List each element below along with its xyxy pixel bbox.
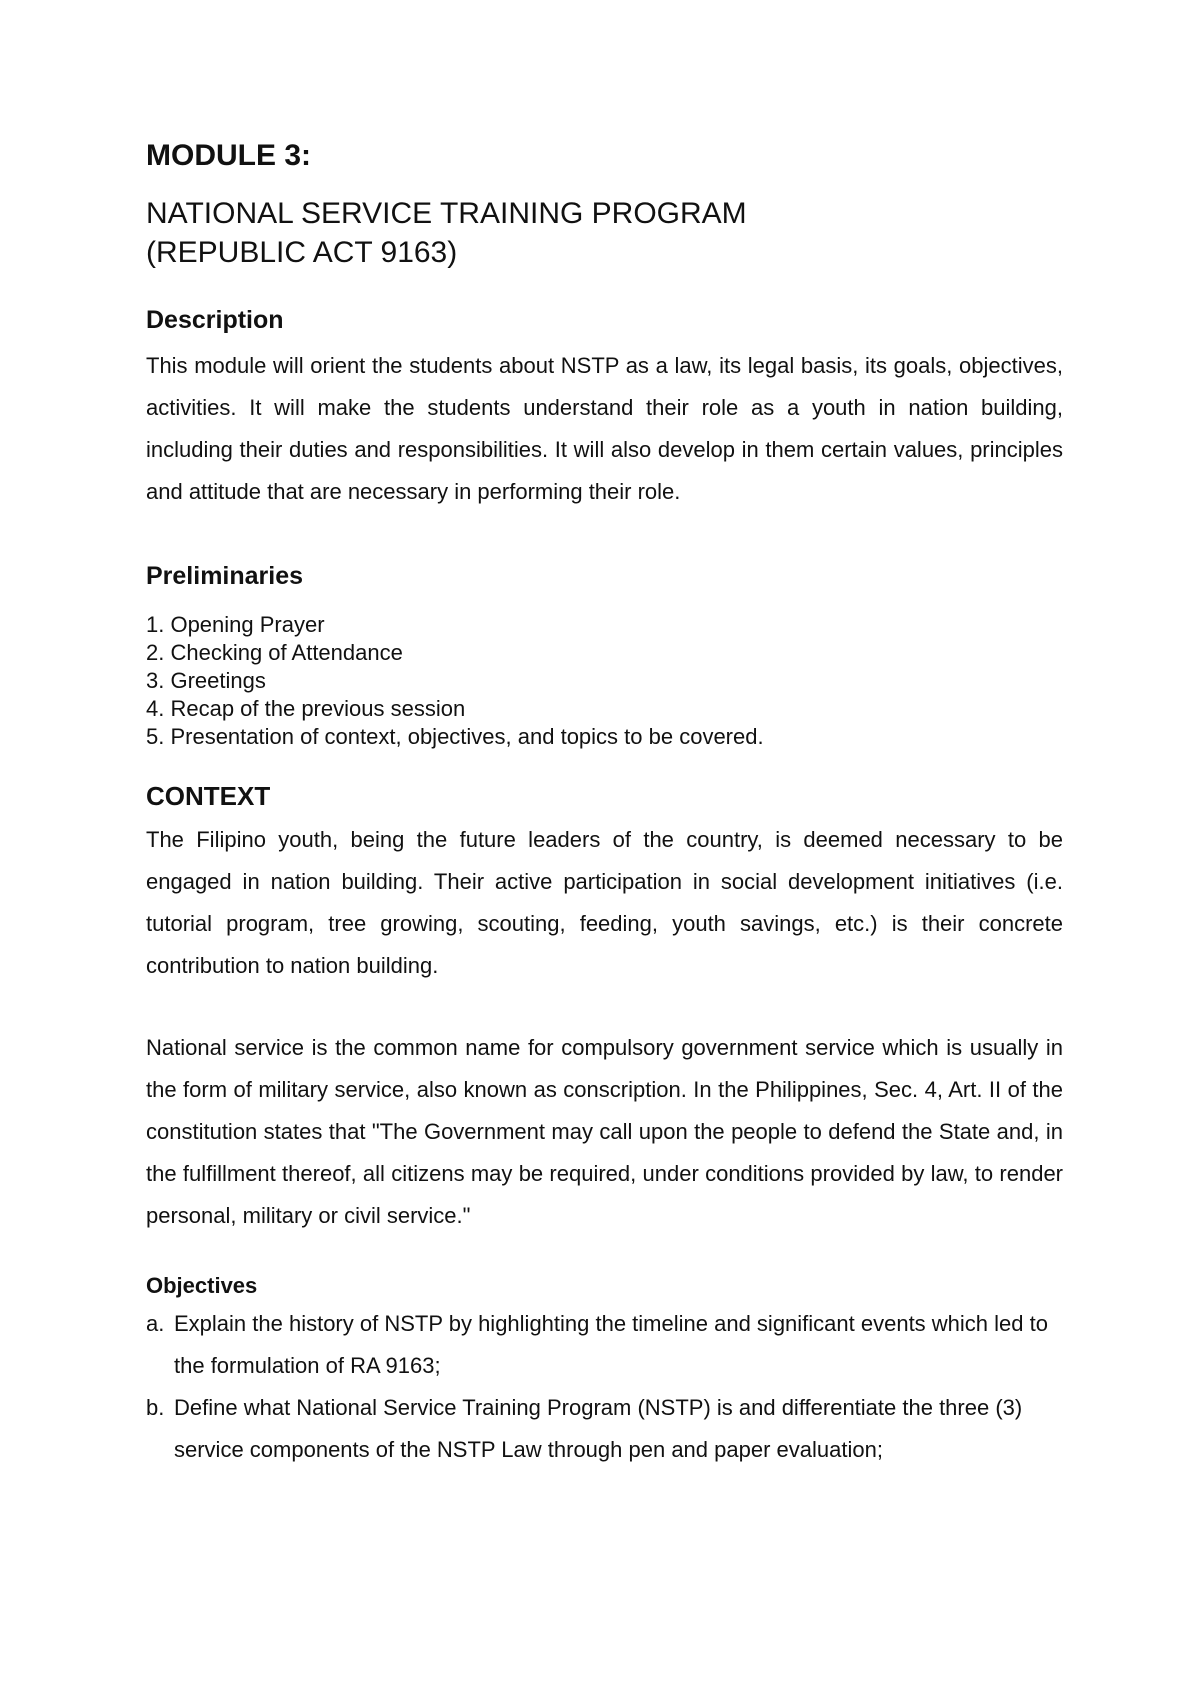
description-paragraph: This module will orient the students about NSTP as a law, its legal basis, its goals, objectives, activities. It will make the students understand their role as a youth in nation building, including their duties and responsibilities. It will also develop in them certain values, principles and attitude that are necessary in performing their role. [146,353,1063,504]
preliminaries-item: 4. Recap of the previous session [146,696,466,721]
objective-marker: a. [146,1311,165,1336]
objective-marker: b. [146,1395,165,1420]
objective-text: Define what National Service Training Program (NSTP) is and differentiate the three (3) service components of the NSTP Law through pen and paper evaluation; [174,1395,1023,1462]
objective-text: Explain the history of NSTP by highlighting the timeline and significant events which led to the formulation of RA 9163; [174,1311,1048,1378]
preliminaries-item: 3. Greetings [146,668,266,693]
module-title: MODULE 3: [146,139,311,172]
objective-item [146,1387,1063,1471]
objective-item [146,1303,1063,1387]
objectives-list [146,1303,1063,1471]
description-heading: Description [146,306,284,334]
context-paragraph-2: National service is the common name for compulsory government service which is usually in the form of military service, also known as conscription. In the Philippines, Sec. 4, Art. II of the constitution states that "The Government may call upon the people to defend the State and, in the fulfillment thereof, all citizens may be required, under conditions provided by law, to render personal, military or civil service." [146,1035,1063,1228]
preliminaries-item: 2. Checking of Attendance [146,640,403,665]
context-paragraph-1: The Filipino youth, being the future leaders of the country, is deemed necessary to be engaged in nation building. Their active participation in social development initiatives (i.e. tutorial program, tree growing, scouting, feeding, youth savings, etc.) is their concrete contribution to nation building. [146,827,1063,978]
preliminaries-item: 1. Opening Prayer [146,612,325,637]
preliminaries-list [146,611,1063,751]
objectives-heading: Objectives [146,1273,258,1298]
program-title-line1: NATIONAL SERVICE TRAINING PROGRAM [146,197,747,230]
program-title-line2: (REPUBLIC ACT 9163) [146,236,458,269]
preliminaries-item: 5. Presentation of context, objectives, and topics to be covered. [146,724,764,749]
document-page [146,138,1063,1471]
program-title [146,194,1063,272]
context-heading: CONTEXT [146,781,271,811]
preliminaries-heading: Preliminaries [146,562,304,590]
